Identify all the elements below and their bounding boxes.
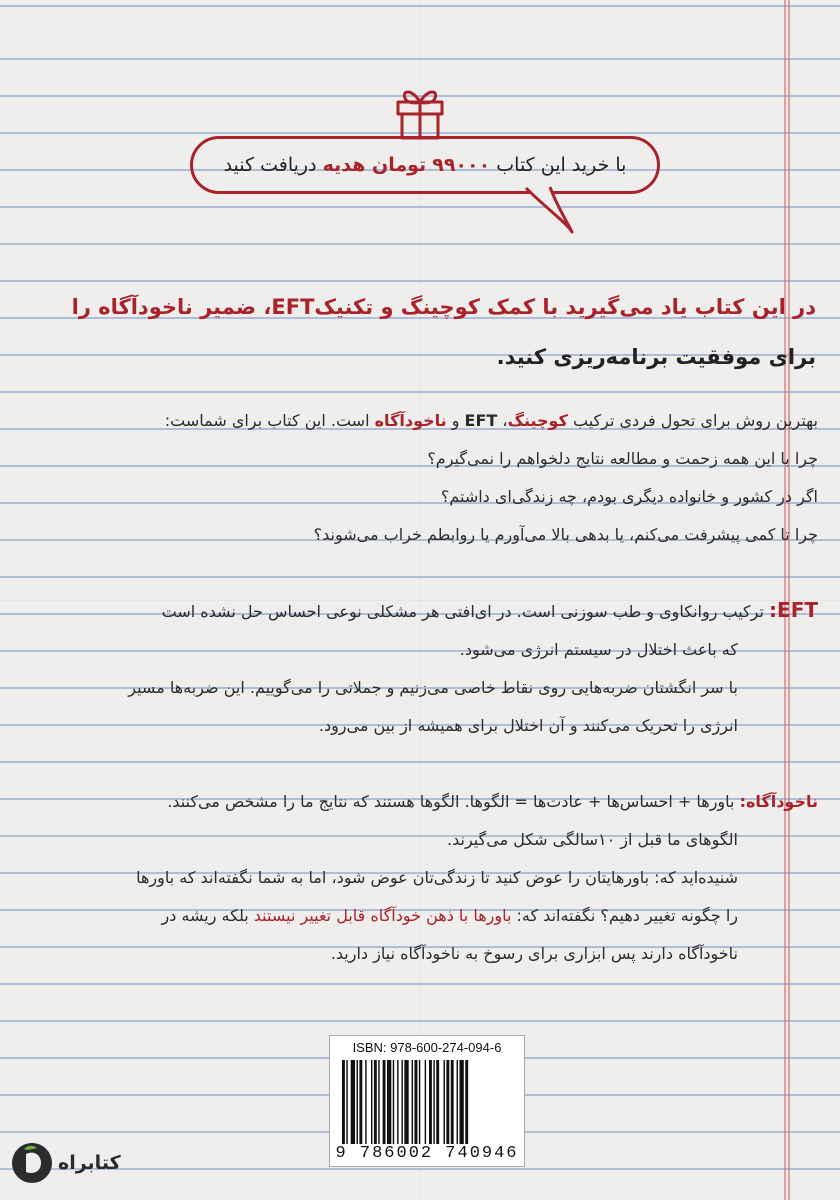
unconscious-highlight: باورها با ذهن خودآگاه قابل تغییر نیستند xyxy=(253,906,512,925)
barcode-bar xyxy=(378,1060,379,1144)
barcode-bar xyxy=(371,1060,372,1144)
barcode-bar xyxy=(397,1060,398,1144)
unconscious-line-1 xyxy=(18,783,818,821)
barcode-bar xyxy=(465,1060,468,1144)
audience-lead-text: بهترین روش برای تحول فردی ترکیب xyxy=(567,411,818,430)
eft-section xyxy=(18,591,818,745)
barcode-bar xyxy=(365,1060,366,1144)
isbn-label: ISBN: 978-600-274-094-6 xyxy=(352,1040,502,1055)
intro-line-2: برای موفقیت برنامه‌ریزی کنید. xyxy=(496,345,816,369)
eft-line-4: انرژی را تحریک می‌کنند و آن اختلال برای همیشه از بین می‌رود. xyxy=(318,716,738,735)
barcode-bar xyxy=(342,1060,345,1144)
question-3: چرا تا کمی پیشرفت می‌کنم، یا بدهی بالا می‌آورم یا روابطم خراب می‌شوند؟ xyxy=(313,525,818,544)
publisher-logo xyxy=(10,1138,138,1188)
eft-line-3: با سر انگشتان ضربه‌هایی روی نقاط خاصی می‌زنیم و جملاتی را می‌گوییم. این ضربه‌ها مسیر xyxy=(128,678,738,697)
barcode-bar xyxy=(444,1060,445,1144)
barcode-bar xyxy=(429,1060,432,1144)
audience-lead-end: است. این کتاب برای شماست: xyxy=(164,411,375,430)
unconscious-line-2: الگوهای ما قبل از ۱۰سالگی شکل می‌گیرند. xyxy=(447,830,738,849)
conjunction: و xyxy=(446,411,465,430)
barcode-bar xyxy=(451,1060,454,1144)
gift-text-before: با خرید این کتاب xyxy=(496,154,627,176)
unconscious-term: ناخودآگاه: xyxy=(739,792,818,811)
unconscious-line-4 xyxy=(18,897,738,935)
term-unconscious: ناخودآگاه xyxy=(374,411,447,430)
barcode-bar xyxy=(346,1060,347,1144)
barcode-bar xyxy=(419,1060,420,1144)
intro-paragraph xyxy=(16,282,816,382)
eft-line-2: که باعث اختلال در سیستم انرژی می‌شود. xyxy=(459,640,738,659)
publisher-name: کتابراه xyxy=(58,1152,121,1174)
barcode-bar xyxy=(457,1060,458,1144)
term-eft: EFT xyxy=(464,411,498,430)
barcode-bar xyxy=(393,1060,394,1144)
isbn-digits: 9 786002 740946 xyxy=(335,1144,519,1163)
barcode-bar xyxy=(412,1060,413,1144)
eft-line-1 xyxy=(18,591,818,631)
barcode-bar xyxy=(459,1060,463,1144)
barcode-bar xyxy=(359,1060,362,1144)
unconscious-section xyxy=(18,783,818,973)
ketabrah-logo-icon xyxy=(10,1141,54,1185)
barcode-bar xyxy=(374,1060,377,1144)
unconscious-definition: باورها + احساس‌ها + عادت‌ها = الگوها. الگوها هستند که نتایج ما را مشخص می‌کنند. xyxy=(167,792,740,811)
barcode-bar xyxy=(357,1060,358,1144)
barcode-bar xyxy=(387,1060,391,1144)
isbn-barcode xyxy=(329,1035,525,1167)
gift-icon xyxy=(392,82,448,142)
barcode-bar xyxy=(351,1060,355,1144)
gift-amount: ۹۹۰۰۰ xyxy=(432,154,491,176)
eft-definition: ترکیب روانکاوی و طب سوزنی است. در ای‌افتی هر مشکلی نوعی احساس حل نشده است xyxy=(161,602,770,621)
question-2: اگر در کشور و خانواده دیگری بودم، چه زندگی‌ای داشتم؟ xyxy=(440,487,818,506)
barcode-bar xyxy=(415,1060,418,1144)
barcode-bar xyxy=(383,1060,386,1144)
audience-lead xyxy=(18,402,818,440)
gift-text-after: دریافت کنید xyxy=(223,154,317,176)
gift-currency: تومان هدیه xyxy=(322,154,427,176)
unconscious-line-5: ناخودآگاه دارند پس ابزاری برای رسوخ به ناخودآگاه نیاز دارید. xyxy=(330,944,738,963)
unconscious-line-4-end: بلکه ریشه در xyxy=(161,906,254,925)
term-coaching: کوچینگ xyxy=(507,411,568,430)
unconscious-line-4-start: را چگونه تغییر دهیم؟ نگفته‌اند که: xyxy=(511,906,738,925)
barcode-bar xyxy=(401,1060,402,1144)
audience-section xyxy=(18,402,818,554)
barcode-bar xyxy=(433,1060,434,1144)
intro-line-1: در این کتاب یاد می‌گیرید با کمک کوچینگ و تکنیکEFT، ضمیر ناخودآگاه را xyxy=(71,295,816,319)
bubble-tail xyxy=(520,186,590,236)
barcode-bar xyxy=(446,1060,449,1144)
question-1: چرا با این همه زحمت و مطالعه نتایج دلخواهم را نمی‌گیرم؟ xyxy=(427,449,818,468)
unconscious-line-3: شنیده‌اید که: باورهایتان را عوض کنید تا زندگی‌تان عوض شود، اما به شما نگفته‌اند که باورها xyxy=(136,868,738,887)
barcode-bar xyxy=(404,1060,408,1144)
barcode-bars xyxy=(340,1060,516,1144)
eft-term: EFT: xyxy=(769,598,818,622)
barcode-bar xyxy=(425,1060,426,1144)
barcode-bar xyxy=(436,1060,439,1144)
separator: ، xyxy=(497,411,508,430)
